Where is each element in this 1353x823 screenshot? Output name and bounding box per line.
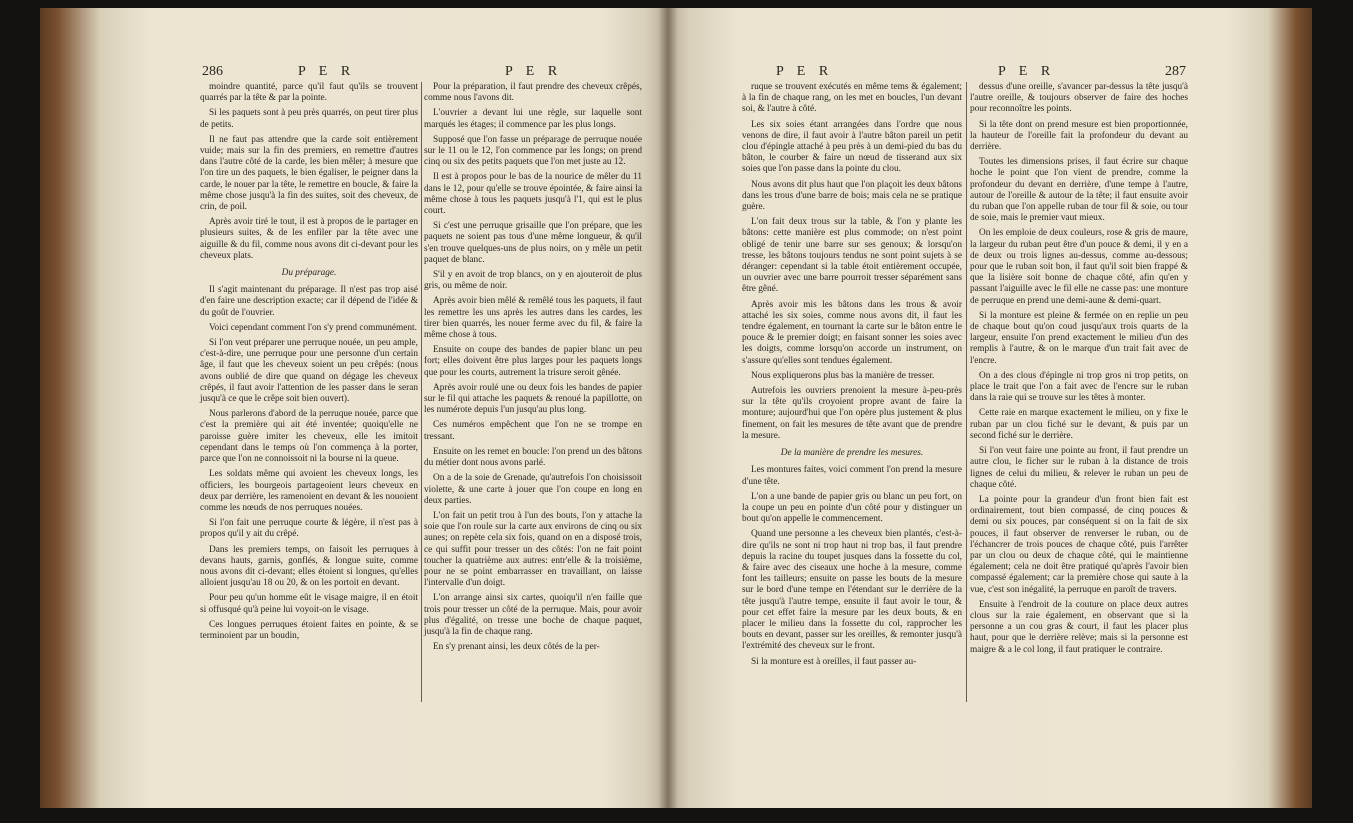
right-page-number: 287: [1165, 64, 1186, 79]
paragraph: L'on arrange ainsi six cartes, quoiqu'il n'en faille que trois pour tresser un côté de la perruque. Mais, pour avoir plus d'égalité, on tresse une boche de chaque paquet, jusqu'à la fin de chaque rang.: [424, 593, 642, 637]
right-column-1: [742, 82, 962, 672]
paragraph: Nous parlerons d'abord de la perruque nouée, parce que c'est la première qui ait été inventée; quoiqu'elle ne paroisse guère imiter les cheveux, elle les imitoit cependant dans le temps où l'on commença à la porter, parce que l'on ne connoissoit ni la bourse ni la queue.: [200, 409, 418, 465]
left-running-head-2: P E R: [505, 64, 563, 79]
right-page: [668, 8, 1312, 808]
right-running-head-1: P E R: [776, 64, 834, 79]
paragraph: On a de la soie de Grenade, qu'autrefois l'on choisissoit violette, & une carte à jouer que l'on coupe en long en deux parties.: [424, 473, 642, 506]
paragraph: On les emploie de deux couleurs, rose & gris de maure, la largeur du ruban peut être d'un pouce & demi, il y en a de deux ou trois lignes au-dessus, comme au-dessous; pour que le ruban soit bon, il faut qu'il soit bien frappé & que la lisière soit bonne de chaque côté, afin qu'en y passant l'aiguille avec le fil elle ne casse pas: une monture de perruque en prend une demi-aune & demi-quart.: [970, 228, 1188, 306]
right-column-2: [970, 82, 1188, 660]
paragraph: Pour peu qu'un homme eût le visage maigre, il en étoit si offusqué qu'à peine lui voyoit-on le visage.: [200, 593, 418, 615]
paragraph: On a des clous d'épingle ni trop gros ni trop petits, on place le trait que l'on a fait avec de l'encre sur le ruban dans la raie qui se trouve sur les têtes à monter.: [970, 370, 1188, 404]
left-page-number: 286: [202, 64, 223, 79]
paragraph: Il ne faut pas attendre que la carde soit entièrement vuide; mais sur la fin des premiers, en remettre d'autres dans l'autre côté de la carde, les bien mêler; à mesure que l'on tire un des paquets, le bien égaliser, le peigner dans la carde, le nouer par la tête, le remettre en boucle, & faire la même chose jusqu'à la fin des suites, soit des cheveux, de crin, de poil.: [200, 134, 418, 213]
left-column-2: [424, 82, 642, 657]
paragraph: Les montures faites, voici comment l'on prend la mesure d'une tête.: [742, 465, 962, 487]
paragraph: Quand une personne a les cheveux bien plantés, c'est-à-dire qu'ils ne sont ni trop haut ni trop bas, il faut prendre depuis la racine du toupet jusques dans la fossette du col, & faire avec des ciseaux une hoche à la mesure, comme font les tailleurs; ensuite on passe les bouts de la mesure sur le bord d'une tempe en l'étendant sur le derrière de la tête jusqu'à l'autre tempe, ensuite il faut avoir le tour, & pour cet effet faire la mesure par les deux bouts, & en placer le milieu dans la fossette du col, rapprocher les bouts en devant, passer sur les oreilles, & remonter jusqu'à l'extrémité des cheveux sur le front.: [742, 529, 962, 652]
paragraph: Nous avons dit plus haut que l'on plaçoit les deux bâtons dans les trous d'une barre de bois; mais cela ne se pratique guère.: [742, 179, 962, 213]
paragraph: Cette raie en marque exactement le milieu, on y fixe le ruban par un clou fiché sur le devant, & puis par un second fiché sur le derrière.: [970, 408, 1188, 441]
column-rule: [421, 82, 422, 702]
paragraph: Ces numéros empêchent que l'on ne se trompe en tressant.: [424, 420, 642, 442]
paragraph: Si l'on veut préparer une perruque nouée, un peu ample, c'est-à-dire, une perruque pour une personne d'un certain âge, il faut que les cheveux soient un peu crêpés: (nous avons oublié de dire que quand on dégage les cheveux crêpés, il faut avoir l'attention de les passer dans le seran jusqu'à ce que le crêpe soit bien ouvert).: [200, 338, 418, 405]
left-column-1: [200, 82, 418, 646]
paragraph: Il s'agit maintenant du préparage. Il n'est pas trop aisé d'en faire une description exacte; car il dépend de l'idée & du goût de l'ouvrier.: [200, 285, 418, 318]
paragraph: L'ouvrier a devant lui une règle, sur laquelle sont marqués les étages; il commence par les plus longs.: [424, 108, 642, 130]
column-rule: [966, 82, 967, 702]
section-heading: De la manière de prendre les mesures.: [780, 448, 924, 459]
paragraph: L'on a une bande de papier gris ou blanc un peu fort, on la coupe un peu en pointe d'un côté pour y distinguer un bout qu'on appelle le commencement.: [742, 491, 962, 525]
paragraph: Voici cependant comment l'on s'y prend communément.: [209, 322, 417, 333]
paragraph: Dans les premiers temps, on faisoit les perruques à devans hauts, garnis, gonflés, & longue suite, comme nous avons dit ci-devant; elles étoient si longues, qu'elles alloient jusqu'au 18 ou 20, & on les portoit en devant.: [200, 544, 418, 589]
paragraph: Si la monture est pleine & fermée on en replie un peu de chaque bout qu'on coud jusqu'aux trois quarts de la largeur, ensuite l'on prend exactement le milieu d'un des remplis à l'autre, & on le marque d'un trait fait avec de l'encre.: [970, 310, 1188, 366]
paragraph: Après avoir roulé une ou deux fois les bandes de papier sur le fil qui attache les paquets & renoué la papillotte, on les numérote depuis l'un jusqu'au plus long.: [424, 382, 642, 416]
paragraph: Ces longues perruques étoient faites en pointe, & se terminoient par un boudin,: [200, 619, 418, 641]
paragraph: S'il y en avoit de trop blancs, on y en ajouteroit de plus gris, ou même de noir.: [424, 270, 642, 292]
paragraph: La pointe pour la grandeur d'un front bien fait est ordinairement, tout bien compassé, de cinq pouces & demi ou six pouces, par conséquent si on la fait de six pouces, il faut observer de renverser le ruban, ou de l'échancrer de trois pouces de chaque côté, puis l'arrêter par un clou ou deux de chaque côté, qui le maintienne également; cela ne doit être pratiqué qu'après l'avoir bien compassé également; car la première chose qui saute à la vue, c'est son inégalité, la perruque en paroît de travers.: [970, 494, 1188, 595]
paragraph: Si la tête dont on prend mesure est bien proportionnée, la hauteur de l'oreille fait la profondeur du devant au derrière.: [970, 119, 1188, 153]
left-page: [40, 8, 668, 808]
paragraph: Supposé que l'on fasse un préparage de perruque nouée sur le 11 ou le 12, l'on commence par les longs; on prend cinq ou six des petits paquets que l'on met juste au 12.: [424, 134, 642, 168]
paragraph: Ensuite on les remet en boucle: l'on prend un des bâtons du métier dont nous avons parlé.: [424, 446, 642, 469]
paragraph: Si la monture est à oreilles, il faut passer au-: [751, 656, 917, 667]
paragraph: Après avoir bien mêlé & remêlé tous les paquets, il faut les remettre les uns après les autres dans les cardes, les tirer bien quarrés, les nouer ferme avec du fil, & faire la même chose à tous.: [424, 296, 642, 341]
paragraph: dessus d'une oreille, s'avancer par-dessus la tête jusqu'à l'autre oreille, & toujours observer de faire des hoches pour reconnoître les points.: [970, 82, 1188, 115]
paragraph: Pour la préparation, il faut prendre des cheveux crêpés, comme nous l'avons dit.: [424, 82, 642, 104]
paragraph: ruque se trouvent exécutés en même tems & également; à la fin de chaque rang, on les met en boucles, l'un devant soi, & l'autre à côté.: [742, 82, 962, 115]
left-running-head-1: P E R: [298, 64, 356, 79]
paragraph: Nous expliquerons plus bas la manière de tresser.: [751, 370, 935, 381]
paragraph: Après avoir mis les bâtons dans les trous & avoir attaché les six soies, comme nous avons dit, il faut les tendre également, en tournant la carte sur le bâton entre le pouce & le premier doigt; en faisant sonner les soies avec les doigts, comme lorsqu'on accorde un instrument, on s'assure qu'elles sont tendues également.: [742, 299, 962, 366]
paragraph: En s'y prenant ainsi, les deux côtés de la per-: [433, 642, 600, 653]
paragraph: Si c'est une perruque grisaille que l'on prépare, que les paquets ne soient pas tous d'une même longueur, & qu'il s'en trouve quelques-uns de plus noirs, on y mêle un petit paquet de blanc.: [424, 221, 642, 265]
paragraph: Ensuite on coupe des bandes de papier blanc un peu fort; elles doivent être plus larges pour les paquets longs que pour les courts, autrement la trisure seroit gênée.: [424, 345, 642, 378]
paragraph: Si l'on veut faire une pointe au front, il faut prendre un autre clou, le ficher sur le ruban à la distance de trois lignes de celui du milieu, & relever le ruban un peu de chaque côté.: [970, 446, 1188, 490]
paragraph: L'on fait un petit trou à l'un des bouts, l'on y attache la soie que l'on roule sur la carte aux environs de cinq ou six aunes; on repète cela six fois, quand on en a disposé trois, ce qui suffit pour tresser un des côtés: l'on ne fait point toucher la quatrième aux autres: entr'elle & la troisième, pour ne se point embarrasser en travaillant, on laisse l'intervalle d'un doigt.: [424, 510, 642, 589]
paragraph: Les six soies étant arrangées dans l'ordre que nous venons de dire, il faut avoir à l'autre bâton pareil un petit clou d'épingle attaché à peu près à un demi-pied du bas du bâton, le courber & faire un nœud de tisserand aux six soies que l'on passe dans la pointe du clou.: [742, 119, 962, 175]
paragraph: moindre quantité, parce qu'il faut qu'ils se trouvent quarrés par la tête & par la pointe.: [200, 82, 418, 104]
book-spread: [40, 8, 1312, 818]
book-gutter: [658, 8, 678, 808]
paragraph: Il est à propos pour le bas de la nourice de mêler du 11 dans le 12, pour qu'elle se trouve épointée, & faire ainsi la même chose à tous les paquets jusqu'à l'1, qui est le plus court.: [424, 172, 642, 217]
right-running-head-2: P E R: [998, 64, 1056, 79]
section-heading: Du préparage.: [281, 268, 337, 279]
paragraph: Ensuite à l'endroit de la couture on place deux autres clous sur la raie également, en observant que si la personne a un cou gras & court, il faut les placer plus haut, pour que le derrière relève; mais si la personne est maigre & a le col long, il faut pratiquer le contraire.: [970, 599, 1188, 655]
paragraph: L'on fait deux trous sur la table, & l'on y plante les bâtons: cette manière est plus commode; on n'est point obligé de tenir une barre sur ses genoux; & lorsqu'on tresse, les bâtons toujours tendus ne sont point sujets à se déranger: cependant si la table étoit entièrement occupée, un ouvrier avec une barre pourroit tresser séparément sans être gêné.: [742, 217, 962, 295]
paragraph: Autrefois les ouvriers prenoient la mesure à-peu-près sur la tête qu'ils croyoient propre avant de faire la monture; aujourd'hui que l'on opère plus justement & plus finement, on fait les mesures de tête avant que de prendre la mesure.: [742, 386, 962, 441]
paragraph: Si l'on fait une perruque courte & légère, il n'est pas à propos qu'il y ait du crêpé.: [200, 518, 418, 540]
paragraph: Si les paquets sont à peu près quarrés, on peut tirer plus de petits.: [200, 108, 418, 130]
paragraph: Toutes les dimensions prises, il faut écrire sur chaque hoche le point que l'on vient de prendre, comme la profondeur du devant en derrière, d'une tempe à l'autre, autour de l'oreille & autour de la tête; il faut ensuite avoir du ruban que l'on appelle ruban de tour fil & soie, ou tour de soie, mais le premier vaut mieux.: [970, 157, 1188, 224]
paragraph: Après avoir tiré le tout, il est à propos de le partager en plusieurs suites, & de les enfiler par la tête avec une aiguille & du fil, comme nous avons dit ci-devant pour les cheveux plats.: [200, 217, 418, 261]
paragraph: Les soldats même qui avoient les cheveux longs, les officiers, les bourgeois partageoient leurs cheveux en deux par derrière, les ramenoient en devant & les nouoient comme les nœuds de nos perruques nouées.: [200, 469, 418, 513]
